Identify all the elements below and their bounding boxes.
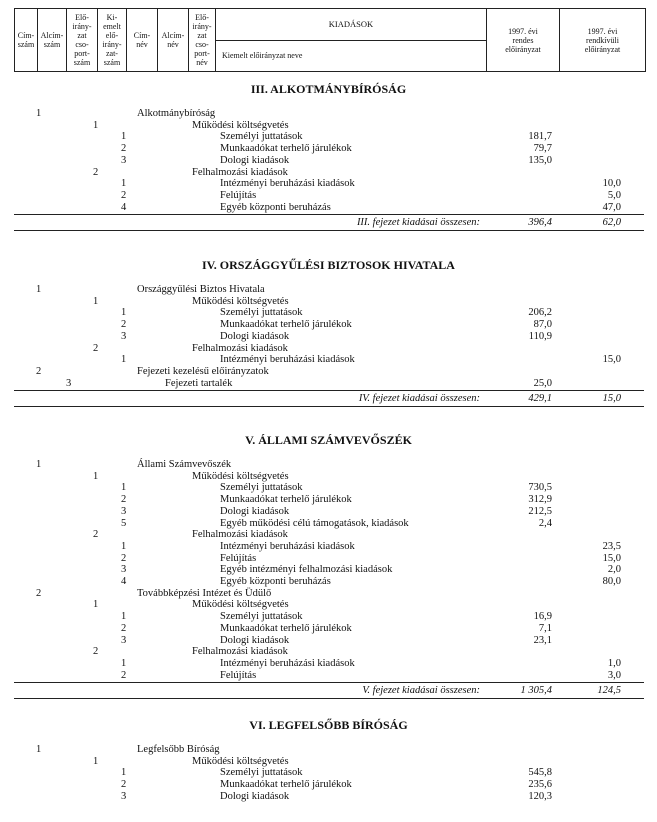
row-number: 1 — [121, 178, 127, 190]
table-row — [0, 529, 657, 540]
table-row — [0, 120, 657, 131]
chapter-total-row — [0, 217, 657, 228]
rendes-value: 2,4 — [538, 517, 552, 529]
header-cim-szam: Cím- szám — [15, 9, 38, 71]
row-label: Működési költségvetés — [192, 295, 289, 307]
row-label: Felhalmozási kiadások — [192, 646, 288, 658]
table-row — [0, 202, 657, 213]
table-row — [0, 611, 657, 622]
rendes-value: 120,3 — [528, 790, 552, 802]
row-number: 3 — [121, 505, 127, 517]
row-number: 2 — [93, 646, 99, 658]
rendes-value: 16,9 — [533, 611, 552, 623]
rendkivuli-value: 15,0 — [602, 354, 621, 366]
table-row — [0, 131, 657, 142]
row-number: 2 — [121, 622, 127, 634]
row-label: Egyéb működési célú támogatások, kiadások — [220, 517, 409, 529]
rendkivuli-value: 47,0 — [602, 201, 621, 213]
header-rendkivuli: 1997. évi rendkívüli előirányzat — [584, 26, 621, 54]
table-row — [0, 108, 657, 119]
row-number: 2 — [121, 494, 127, 506]
rendes-value: 135,0 — [528, 154, 552, 166]
table-row — [0, 155, 657, 166]
row-label: Működési költségvetés — [192, 470, 289, 482]
rendkivuli-value: 1,0 — [607, 657, 621, 669]
row-label: Munkaadókat terhelő járulékok — [220, 779, 352, 791]
row-label: Felhalmozási kiadások — [192, 529, 288, 541]
row-number: 1 — [121, 131, 127, 143]
row-number: 1 — [121, 657, 127, 669]
table-row — [0, 588, 657, 599]
row-label: Fejezeti kezelésű előirányzatok — [137, 365, 269, 377]
header-kiemelt-nev: Kiemelt előirányzat neve — [222, 51, 303, 61]
table-row — [0, 744, 657, 755]
row-number: 2 — [93, 166, 99, 178]
chapter-title: IV. ORSZÁGGYŰLÉSI BIZTOSOK HIVATALA — [202, 258, 455, 272]
row-label: Dologi kiadások — [220, 634, 290, 646]
table-row — [0, 143, 657, 154]
row-label: Dologi kiadások — [220, 154, 290, 166]
chapter-title: VI. LEGFELSŐBB BÍRÓSÁG — [249, 718, 408, 732]
row-label: Személyi juttatások — [220, 131, 303, 143]
row-number: 1 — [121, 307, 127, 319]
row-label: Alkotmánybíróság — [137, 108, 216, 119]
row-number: 1 — [121, 540, 127, 552]
table-row — [0, 670, 657, 681]
row-label: Országgyűlési Biztos Hivatala — [137, 284, 265, 295]
row-number: 1 — [121, 482, 127, 494]
row-label: Munkaadókat terhelő járulékok — [220, 622, 352, 634]
row-label: Állami Számvevőszék — [137, 459, 232, 470]
header-alcim-szam: Alcím- szám — [38, 9, 67, 71]
chapter-total-row — [0, 393, 657, 404]
row-label: Személyi juttatások — [220, 767, 303, 779]
total-rule-top — [14, 682, 644, 683]
rendkivuli-value: 5,0 — [607, 189, 621, 201]
row-label: Munkaadókat terhelő járulékok — [220, 494, 352, 506]
total-rule-top — [14, 214, 644, 215]
row-label: Intézményi beruházási kiadások — [220, 657, 355, 669]
row-number: 2 — [121, 669, 127, 681]
rendes-value: 79,7 — [533, 143, 552, 155]
table-row — [0, 599, 657, 610]
table-row — [0, 343, 657, 354]
total-rendes: 429,1 — [528, 393, 552, 405]
table-row — [0, 635, 657, 646]
table-row — [0, 576, 657, 587]
row-label: Személyi juttatások — [220, 482, 303, 494]
row-label: Dologi kiadások — [220, 330, 290, 342]
row-label: Egyéb intézményi felhalmozási kiadások — [220, 564, 393, 576]
header-eloiranyzat-csoport-szam: Elő- irány- zat cso- port- szám — [67, 9, 98, 71]
row-number: 1 — [121, 354, 127, 366]
table-row — [0, 482, 657, 493]
row-label: Felhalmozási kiadások — [192, 166, 288, 178]
rendkivuli-value: 2,0 — [607, 564, 621, 576]
row-label: Személyi juttatások — [220, 307, 303, 319]
table-row — [0, 284, 657, 295]
rendes-value: 7,1 — [538, 622, 552, 634]
row-number: 1 — [121, 767, 127, 779]
total-rendes: 1 305,4 — [520, 685, 552, 697]
chapter-title: III. ALKOTMÁNYBÍRÓSÁG — [250, 82, 407, 96]
table-row — [0, 779, 657, 790]
header-cim-nev: Cím- név — [127, 9, 158, 71]
table-header — [14, 8, 646, 72]
row-number: 5 — [121, 517, 127, 529]
row-label: Felhalmozási kiadások — [192, 342, 288, 354]
rendes-value: 110,9 — [528, 330, 552, 342]
row-number: 1 — [36, 284, 42, 295]
row-label: Továbbképzési Intézet és Üdülő — [137, 587, 272, 599]
row-number: 3 — [66, 377, 72, 389]
row-number: 2 — [121, 189, 127, 201]
row-number: 2 — [121, 143, 127, 155]
table-row — [0, 564, 657, 575]
row-label: Felújítás — [220, 669, 257, 681]
total-rule-bottom — [14, 230, 644, 231]
row-number: 3 — [121, 330, 127, 342]
total-rendes: 396,4 — [528, 217, 552, 229]
rendkivuli-value: 23,5 — [602, 540, 621, 552]
header-kiadasok — [216, 9, 487, 71]
rendkivuli-value: 3,0 — [607, 669, 621, 681]
table-row — [0, 167, 657, 178]
total-label: III. fejezet kiadásai összesen: — [356, 217, 480, 229]
row-label: Intézményi beruházási kiadások — [220, 354, 355, 366]
row-number: 1 — [93, 599, 99, 611]
total-rendkivuli: 124,5 — [597, 685, 621, 697]
row-label: Személyi juttatások — [220, 611, 303, 623]
table-row — [0, 190, 657, 201]
table-row — [0, 366, 657, 377]
rendkivuli-value: 80,0 — [602, 576, 621, 587]
row-number: 2 — [36, 365, 42, 377]
row-number: 2 — [93, 342, 99, 354]
row-label: Intézményi beruházási kiadások — [220, 540, 355, 552]
total-rule-bottom — [14, 698, 644, 699]
rendes-value: 235,6 — [528, 779, 552, 791]
row-number: 3 — [121, 634, 127, 646]
table-row — [0, 378, 657, 389]
row-label: Felújítás — [220, 189, 257, 201]
row-label: Dologi kiadások — [220, 505, 290, 517]
table-row — [0, 459, 657, 470]
row-number: 3 — [121, 154, 127, 166]
row-number: 1 — [93, 755, 99, 767]
table-row — [0, 296, 657, 307]
row-number: 1 — [36, 744, 42, 755]
row-label: Legfelsőbb Bíróság — [137, 744, 220, 755]
row-number: 1 — [36, 108, 42, 119]
table-row — [0, 307, 657, 318]
row-label: Működési költségvetés — [192, 119, 289, 131]
rendes-value: 730,5 — [528, 482, 552, 494]
row-number: 4 — [121, 576, 127, 587]
row-label: Munkaadókat terhelő járulékok — [220, 143, 352, 155]
table-row — [0, 494, 657, 505]
row-number: 1 — [93, 470, 99, 482]
row-label: Egyéb központi beruházás — [220, 201, 331, 213]
row-label: Felújítás — [220, 552, 257, 564]
table-row — [0, 623, 657, 634]
row-label: Működési költségvetés — [192, 755, 289, 767]
row-label: Dologi kiadások — [220, 790, 290, 802]
table-row — [0, 354, 657, 365]
header-eloiranyzat-csoport-nev: Elő- irány- zat cso- port- név — [189, 9, 216, 71]
chapter-total-row — [0, 685, 657, 696]
table-row — [0, 518, 657, 529]
rendes-value: 25,0 — [533, 377, 552, 389]
header-kiemelt-szam: Ki- emelt elő- irány- zat- szám — [98, 9, 127, 71]
rendkivuli-value: 10,0 — [602, 178, 621, 190]
table-row — [0, 767, 657, 778]
table-row — [0, 553, 657, 564]
row-label: Egyéb központi beruházás — [220, 576, 331, 587]
table-row — [0, 178, 657, 189]
table-row — [0, 506, 657, 517]
row-number: 1 — [93, 119, 99, 131]
rendes-value: 181,7 — [528, 131, 552, 143]
row-label: Munkaadókat terhelő járulékok — [220, 319, 352, 331]
rendes-value: 545,8 — [528, 767, 552, 779]
total-rule-bottom — [14, 406, 644, 407]
row-number: 1 — [121, 611, 127, 623]
total-label: V. fejezet kiadásai összesen: — [362, 685, 480, 697]
row-number: 2 — [93, 529, 99, 541]
row-number: 2 — [121, 319, 127, 331]
rendes-value: 87,0 — [533, 319, 552, 331]
row-label: Fejezeti tartalék — [165, 377, 233, 389]
total-rule-top — [14, 390, 644, 391]
row-number: 3 — [121, 790, 127, 802]
row-number: 2 — [36, 587, 42, 599]
row-number: 2 — [121, 779, 127, 791]
row-number: 4 — [121, 201, 127, 213]
row-number: 3 — [121, 564, 127, 576]
header-alcim-nev: Alcím- név — [158, 9, 189, 71]
table-row — [0, 331, 657, 342]
rendkivuli-value: 15,0 — [602, 552, 621, 564]
table-row — [0, 541, 657, 552]
rendes-value: 23,1 — [533, 634, 552, 646]
row-number: 1 — [36, 459, 42, 470]
total-rendkivuli: 15,0 — [602, 393, 621, 405]
total-label: IV. fejezet kiadásai összesen: — [358, 393, 480, 405]
table-row — [0, 646, 657, 657]
row-label: Működési költségvetés — [192, 599, 289, 611]
row-label: Intézményi beruházási kiadások — [220, 178, 355, 190]
row-number: 1 — [93, 295, 99, 307]
rendes-value: 212,5 — [528, 505, 552, 517]
rendes-value: 312,9 — [528, 494, 552, 506]
total-rendkivuli: 62,0 — [602, 217, 621, 229]
header-kiadasok-title: KIADÁSOK — [216, 9, 486, 41]
table-row — [0, 658, 657, 669]
table-row — [0, 791, 657, 802]
row-number: 2 — [121, 552, 127, 564]
chapter-title: V. ÁLLAMI SZÁMVEVŐSZÉK — [245, 433, 412, 447]
table-row — [0, 471, 657, 482]
table-row — [0, 319, 657, 330]
header-rendes: 1997. évi rendes előirányzat — [487, 9, 560, 71]
table-row — [0, 756, 657, 767]
rendes-value: 206,2 — [528, 307, 552, 319]
